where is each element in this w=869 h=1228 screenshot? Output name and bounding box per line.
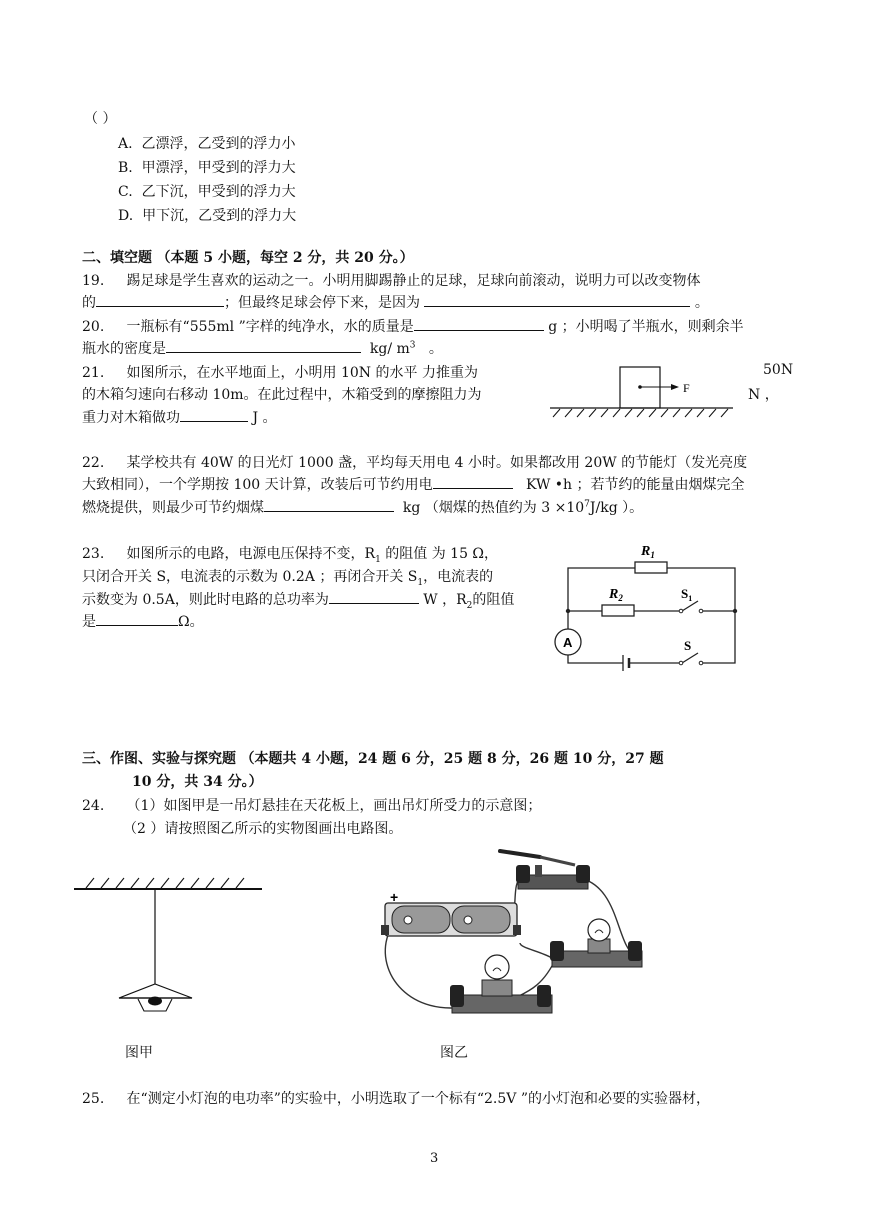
s-label: S xyxy=(684,638,692,653)
r2-label: R xyxy=(609,587,619,602)
q21-line2: 的木箱匀速向右移动 10m。在此过程中，木箱受到的摩擦阻力为 xyxy=(82,387,482,403)
figure-jia-caption: 图甲 xyxy=(125,1045,153,1061)
figure-yi-caption: 图乙 xyxy=(440,1045,468,1061)
option-a xyxy=(118,133,295,153)
s1-label: S xyxy=(681,586,689,601)
page-number: 3 xyxy=(430,1151,439,1166)
section-3-heading-cont: 10 分，共 34 分。） xyxy=(132,774,263,790)
answer-blank xyxy=(424,292,690,307)
option-d xyxy=(118,205,296,225)
q20-line2: 瓶水的密度是 kg/ $m^3$ 。 xyxy=(82,338,443,358)
q21-line3: 重力对木箱做功 J 。 xyxy=(82,407,277,427)
option-text: 甲漂浮，甲受到的浮力大 xyxy=(141,160,296,176)
section-3-heading xyxy=(82,748,664,768)
option-text: 乙下沉，甲受到的浮力大 xyxy=(141,184,296,200)
q23-line3: 示数变为 0.5A，则此时电路的总功率为 W ，$R_2$的阻值 xyxy=(82,589,514,611)
ammeter-label: A xyxy=(563,635,573,650)
option-key: C. xyxy=(118,184,133,200)
svg-text:R2: $R_2$ xyxy=(609,587,623,603)
section-2-heading xyxy=(82,247,414,267)
answer-paren: （ ） xyxy=(84,111,117,127)
answer-blank xyxy=(166,338,361,353)
question-number: 19. xyxy=(82,273,105,289)
r1-label: R xyxy=(641,544,651,559)
hanging-lamp-figure xyxy=(72,876,272,1016)
svg-text:R1: $R_1$ xyxy=(641,544,655,560)
question-text: 踢足球是学生喜欢的运动之一。小明用脚踢静止的足球，足球向前滚动，说明力可以改变物体 xyxy=(126,273,701,289)
q23-line2: 只闭合开关 S，电流表的示数为 0.2A ；再闭合开关 $S_1$，电流表的 xyxy=(82,569,494,588)
option-text: 甲下沉，乙受到的浮力大 xyxy=(142,208,297,224)
q20-line1: 20. 一瓶标有“555ml ”字样的纯净水，水的质量是 g ；小明喝了半瓶水，则剩余半 xyxy=(82,316,744,336)
answer-blank xyxy=(96,611,178,626)
option-text: 乙漂浮，乙受到的浮力小 xyxy=(141,136,296,152)
q22-line1: 22. 某学校共有 40W 的日光灯 1000 盏，平均每天用电 4 小时。如果都改用 20W 的节能灯（发光亮度 xyxy=(82,455,748,471)
answer-blank xyxy=(414,316,544,331)
question-number: 20. xyxy=(82,319,105,335)
battery-plus-label: + xyxy=(390,889,399,905)
q23-line4: 是 Ω。 xyxy=(82,611,204,631)
q21-weight: 50N xyxy=(763,362,794,378)
section-title: 三、作图、实验与探究题 xyxy=(82,751,236,767)
section-note: （本题共 4 小题，24 题 6 分，25 题 8 分，26 题 10 分，27 题 xyxy=(240,751,664,767)
answer-blank xyxy=(264,497,394,512)
answer-blank xyxy=(96,292,224,307)
question-number: 21. xyxy=(82,365,105,381)
answer-blank xyxy=(433,474,513,489)
q24-line2: （2 ）请按照图乙所示的实物图画出电路图。 xyxy=(123,821,403,837)
circuit-diagram xyxy=(545,535,745,685)
section-note: （本题 5 小题，每空 2 分，共 20 分。） xyxy=(156,250,414,266)
option-c xyxy=(118,181,296,201)
option-key: D. xyxy=(118,208,134,224)
force-label: F xyxy=(683,381,690,395)
question-number: 23. xyxy=(82,546,105,562)
section-title: 二、填空题 xyxy=(82,250,152,266)
answer-blank xyxy=(180,407,248,422)
box-force-figure xyxy=(545,360,745,420)
q22-line2: 大致相同），一个学期按 100 天计算，改装后可节约用电 KW •h ；若节约的能量由烟煤完全 xyxy=(82,474,745,494)
q19-line1 xyxy=(82,270,701,290)
q21-line1: 21. 如图所示，在水平地面上，小明用 10N 的水平 力推重为 xyxy=(82,365,478,381)
answer-blank xyxy=(329,589,419,604)
option-key: A. xyxy=(118,136,133,152)
question-number: 22. xyxy=(82,455,105,471)
q25-line1: 25. 在“测定小灯泡的电功率”的实验中，小明选取了一个标有“2.5V ”的小灯泡和必要的实验器材， xyxy=(82,1091,710,1107)
svg-text:S1: $S_1$ xyxy=(681,586,693,603)
q19-line2: 的 ；但最终足球会停下来，是因为 。 xyxy=(82,292,709,312)
q23-line1: 23. 如图所示的电路，电源电压保持不变，$R_1$ 的阻值 为 15 Ω， xyxy=(82,546,499,565)
question-number: 25. xyxy=(82,1091,105,1107)
q24-line1: 24. （1）如图甲是一吊灯悬挂在天花板上，画出吊灯所受力的示意图； xyxy=(82,798,542,814)
option-key: B. xyxy=(118,160,133,176)
option-b xyxy=(118,157,296,177)
physical-circuit-figure xyxy=(370,843,660,1028)
question-number: 24. xyxy=(82,798,105,814)
q21-unit: N ， xyxy=(748,387,779,403)
q22-line3: 燃烧提供，则最少可节约烟煤 kg （烟煤的热值约为 $3 \times 10^7J/kg$ ）。 xyxy=(82,497,643,517)
